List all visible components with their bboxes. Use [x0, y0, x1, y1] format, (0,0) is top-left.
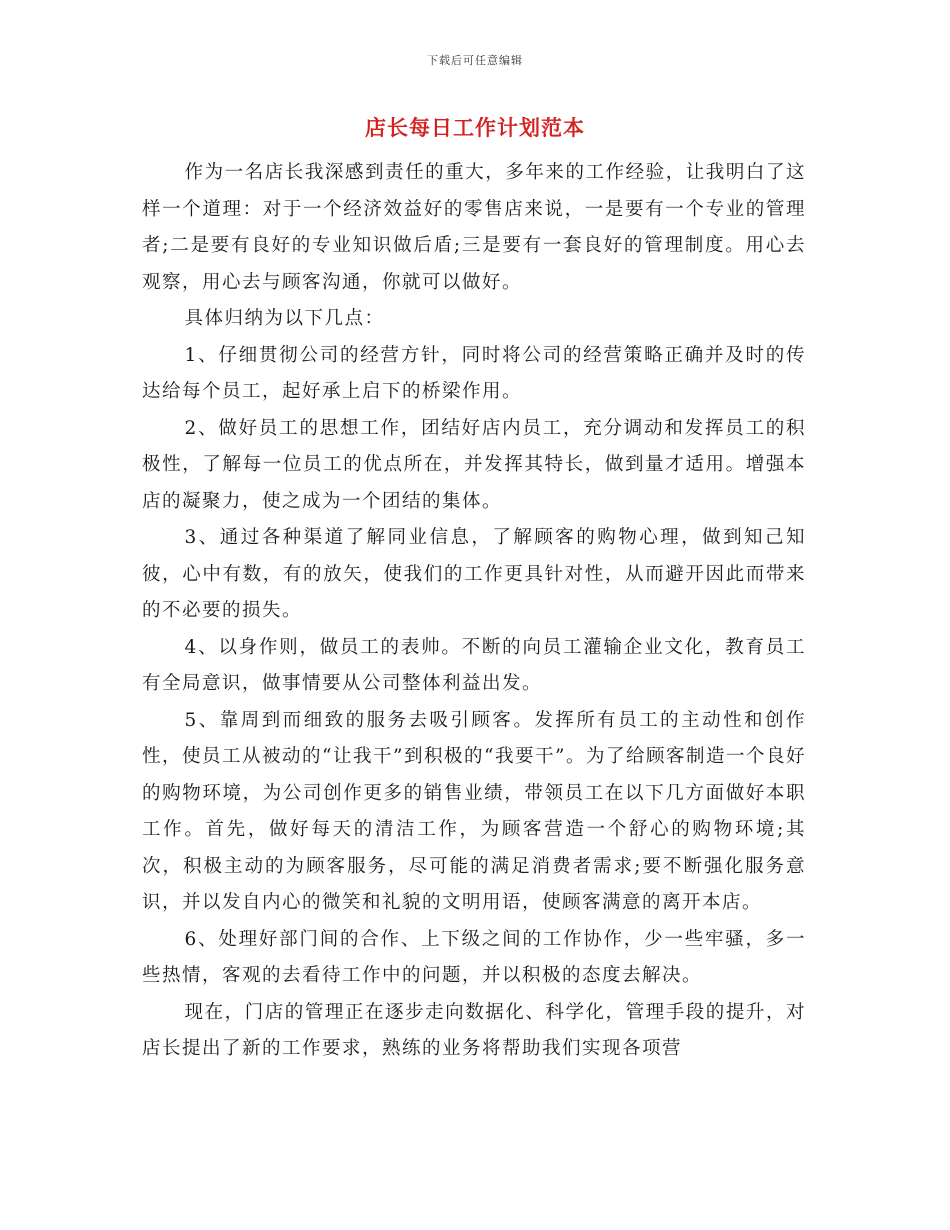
header-note: 下载后可任意编辑 [427, 54, 523, 67]
document-title: 店长每日工作计划范本 [365, 115, 585, 140]
paragraph-point-3: 3、通过各种渠道了解同业信息，了解顾客的购物心理，做到知己知彼，心中有数，有的放矢，使我们的工作更具针对性，从而避开因此而带来的不必要的损失。 [142, 527, 806, 621]
paragraph-point-6: 6、处理好部门间的合作、上下级之间的工作协作，少一些牢骚，多一些热情，客观的去看待工作中的问题，并以积极的态度去解决。 [142, 928, 806, 986]
paragraph-point-2: 2、做好员工的思想工作，团结好店内员工，充分调动和发挥员工的积极性，了解每一位员工的优点所在，并发挥其特长，做到量才适用。增强本店的凝聚力，使之成为一个团结的集体。 [142, 417, 806, 512]
paragraph-point-1: 1、仔细贯彻公司的经营方针，同时将公司的经营策略正确并及时的传达给每个员工，起好承上启下的桥梁作用。 [142, 344, 806, 402]
document-body [142, 155, 806, 1068]
paragraph-summary-lead: 具体归纳为以下几点： [184, 308, 385, 329]
paragraph-closing: 现在，门店的管理正在逐步走向数据化、科学化，管理手段的提升，对店长提出了新的工作要求，熟练的业务将帮助我们实现各项营 [142, 1001, 806, 1059]
paragraph-intro: 作为一名店长我深感到责任的重大，多年来的工作经验，让我明白了这样一个道理：对于一个经济效益好的零售店来说，一是要有一个专业的管理者;二是要有良好的专业知识做后盾;三是要有一套良好的管理制度。用心去观察，用心去与顾客沟通，你就可以做好。 [142, 162, 806, 293]
paragraph-point-4: 4、以身作则，做员工的表帅。不断的向员工灌输企业文化，教育员工有全局意识，做事情要从公司整体利益出发。 [142, 636, 806, 694]
paragraph-point-5: 5、靠周到而细致的服务去吸引顾客。发挥所有员工的主动性和创作性，使员工从被动的“让我干”到积极的“我要干”。为了给顾客制造一个良好的购物环境，为公司创作更多的销售业绩，带领员工在以下几方面做好本职工作。首先，做好每天的清洁工作，为顾客营造一个舒心的购物环境;其次，积极主动的为顾客服务，尽可能的满足消费者需求;要不断强化服务意识，并以发自内心的微笑和礼貌的文明用语，使顾客满意的离开本店。 [142, 709, 806, 913]
